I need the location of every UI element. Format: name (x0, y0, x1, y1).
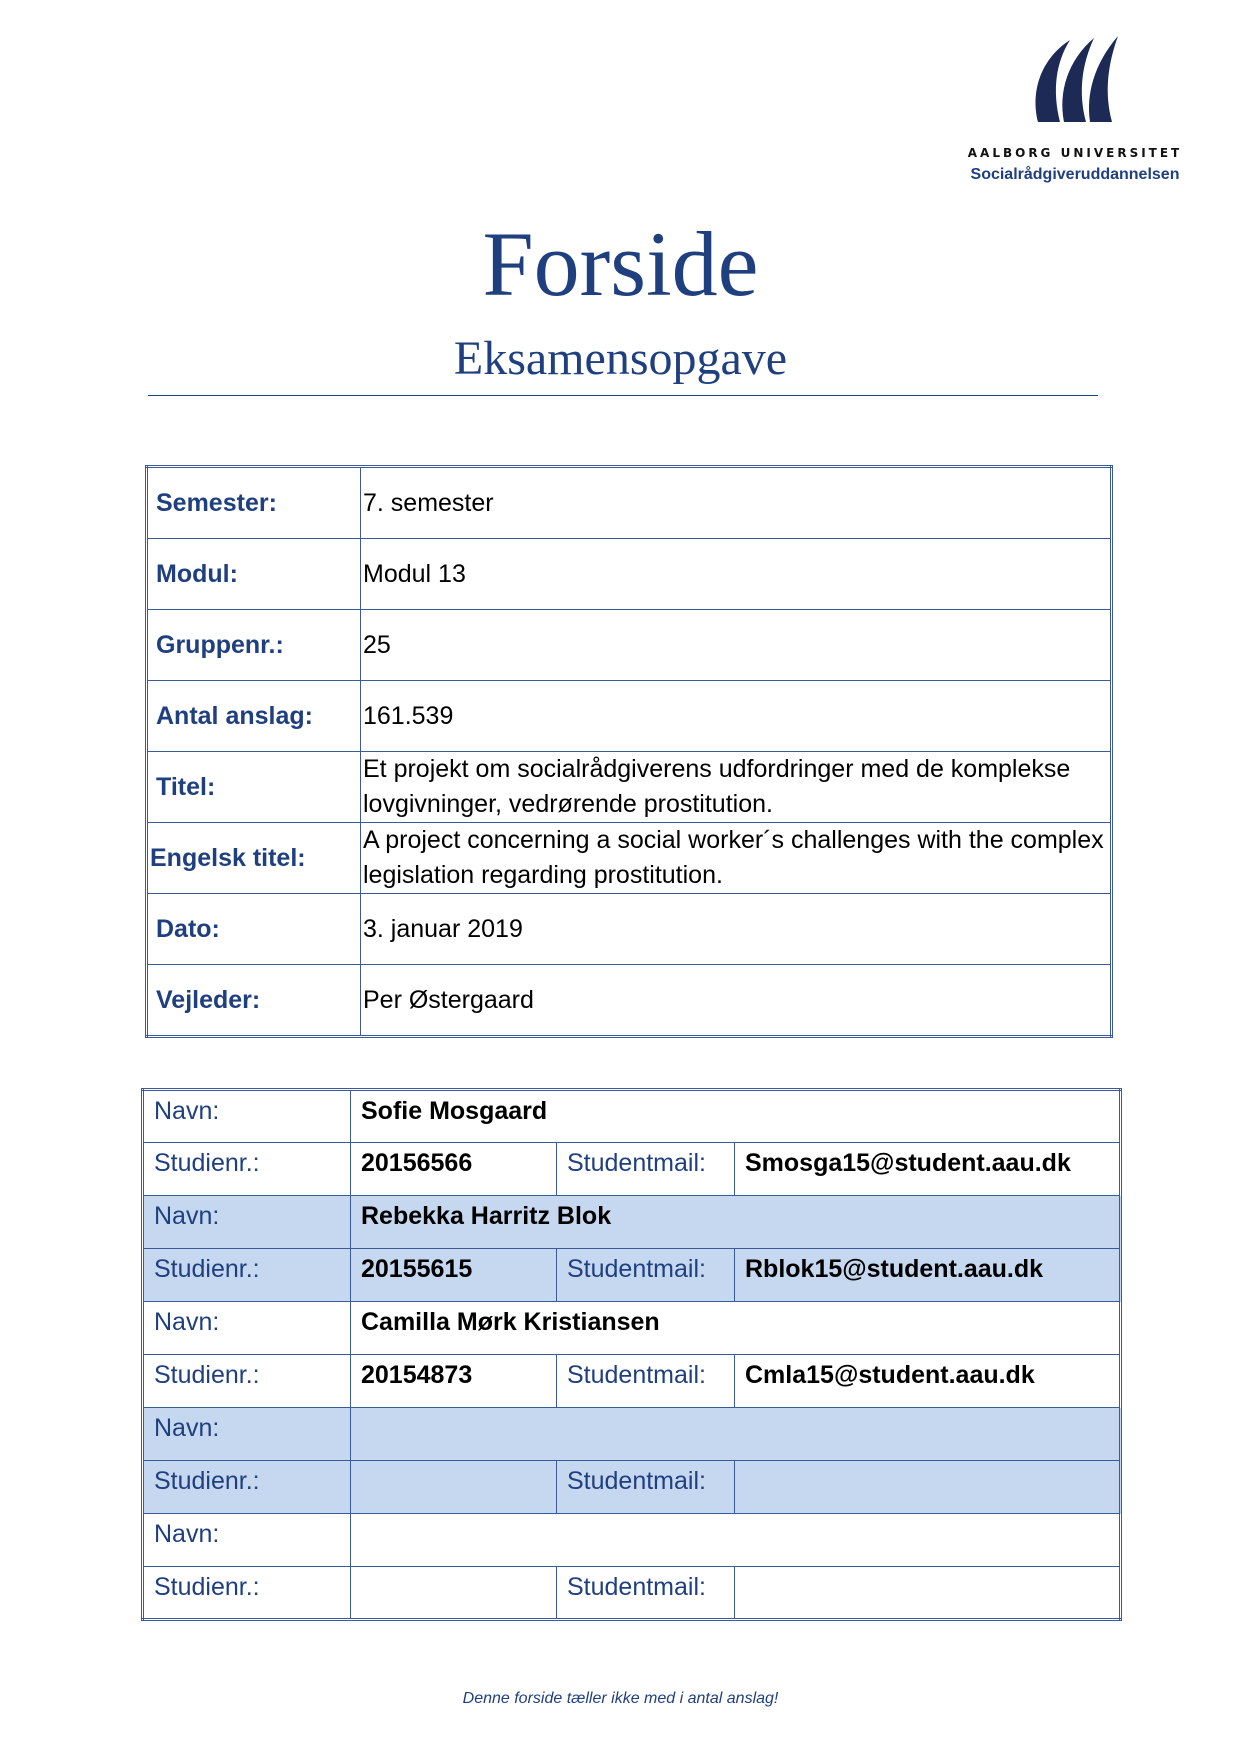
number-label: Studienr.: (143, 1249, 351, 1302)
info-label: Titel: (147, 752, 361, 823)
university-logo (960, 30, 1190, 220)
info-label: Vejleder: (147, 965, 361, 1037)
student-name-row (143, 1408, 1121, 1461)
department-name: Socialrådgiveruddannelsen (970, 166, 1180, 183)
info-row-module (147, 539, 1112, 610)
student-number: 20155615 (351, 1249, 557, 1302)
info-value: Per Østergaard (361, 965, 1112, 1037)
mail-label: Studentmail: (557, 1567, 735, 1620)
info-row-title (147, 752, 1112, 823)
aau-wave-emblem-icon (1020, 30, 1130, 130)
info-value: 3. januar 2019 (361, 894, 1112, 965)
student-mail (735, 1567, 1121, 1620)
info-value: Et projekt om socialrådgiverens udfordringer med de komplekse lovgivninger, vedrørende prostitution. (361, 752, 1112, 823)
info-row-date (147, 894, 1112, 965)
info-row-group (147, 610, 1112, 681)
info-label: Dato: (147, 894, 361, 965)
name-label: Navn: (143, 1408, 351, 1461)
info-row-english-title (147, 823, 1112, 894)
info-value: 7. semester (361, 467, 1112, 539)
student-number-row (143, 1461, 1121, 1514)
footnote: Denne forside tæller ikke med i antal anslag! (462, 1690, 779, 1707)
info-value: 161.539 (361, 681, 1112, 752)
student-number-row (143, 1567, 1121, 1620)
exam-info-table (145, 465, 1113, 1038)
student-name (351, 1514, 1121, 1567)
info-value: A project concerning a social worker´s challenges with the complex legislation regarding prostitution. (361, 823, 1112, 894)
info-value: Modul 13 (361, 539, 1112, 610)
name-label: Navn: (143, 1302, 351, 1355)
page-subtitle: Eksamensopgave (453, 332, 788, 385)
number-label: Studienr.: (143, 1355, 351, 1408)
student-name-row (143, 1090, 1121, 1143)
info-label: Gruppenr.: (147, 610, 361, 681)
student-mail (735, 1461, 1121, 1514)
student-number: 20154873 (351, 1355, 557, 1408)
student-name: Rebekka Harritz Blok (351, 1196, 1121, 1249)
student-number (351, 1567, 557, 1620)
university-name: AALBORG UNIVERSITET (967, 146, 1183, 160)
info-label: Modul: (147, 539, 361, 610)
students-table (141, 1088, 1122, 1621)
student-name-row (143, 1196, 1121, 1249)
student-number: 20156566 (351, 1143, 557, 1196)
mail-label: Studentmail: (557, 1461, 735, 1514)
info-row-semester (147, 467, 1112, 539)
number-label: Studienr.: (143, 1143, 351, 1196)
student-number-row (143, 1143, 1121, 1196)
student-mail: Cmla15@student.aau.dk (735, 1355, 1121, 1408)
student-mail: Rblok15@student.aau.dk (735, 1249, 1121, 1302)
student-mail: Smosga15@student.aau.dk (735, 1143, 1121, 1196)
student-number (351, 1461, 557, 1514)
info-label: Engelsk titel: (147, 823, 361, 894)
info-value: 25 (361, 610, 1112, 681)
info-label: Antal anslag: (147, 681, 361, 752)
number-label: Studienr.: (143, 1567, 351, 1620)
name-label: Navn: (143, 1514, 351, 1567)
student-number-row (143, 1355, 1121, 1408)
name-label: Navn: (143, 1196, 351, 1249)
mail-label: Studentmail: (557, 1355, 735, 1408)
mail-label: Studentmail: (557, 1143, 735, 1196)
student-name: Sofie Mosgaard (351, 1090, 1121, 1143)
mail-label: Studentmail: (557, 1249, 735, 1302)
info-label: Semester: (147, 467, 361, 539)
info-row-supervisor (147, 965, 1112, 1037)
student-name: Camilla Mørk Kristiansen (351, 1302, 1121, 1355)
info-row-keystrokes (147, 681, 1112, 752)
student-number-row (143, 1249, 1121, 1302)
student-name (351, 1408, 1121, 1461)
title-divider (148, 395, 1098, 396)
student-name-row (143, 1514, 1121, 1567)
name-label: Navn: (143, 1090, 351, 1143)
number-label: Studienr.: (143, 1461, 351, 1514)
page-title: Forside (482, 213, 759, 315)
student-name-row (143, 1302, 1121, 1355)
